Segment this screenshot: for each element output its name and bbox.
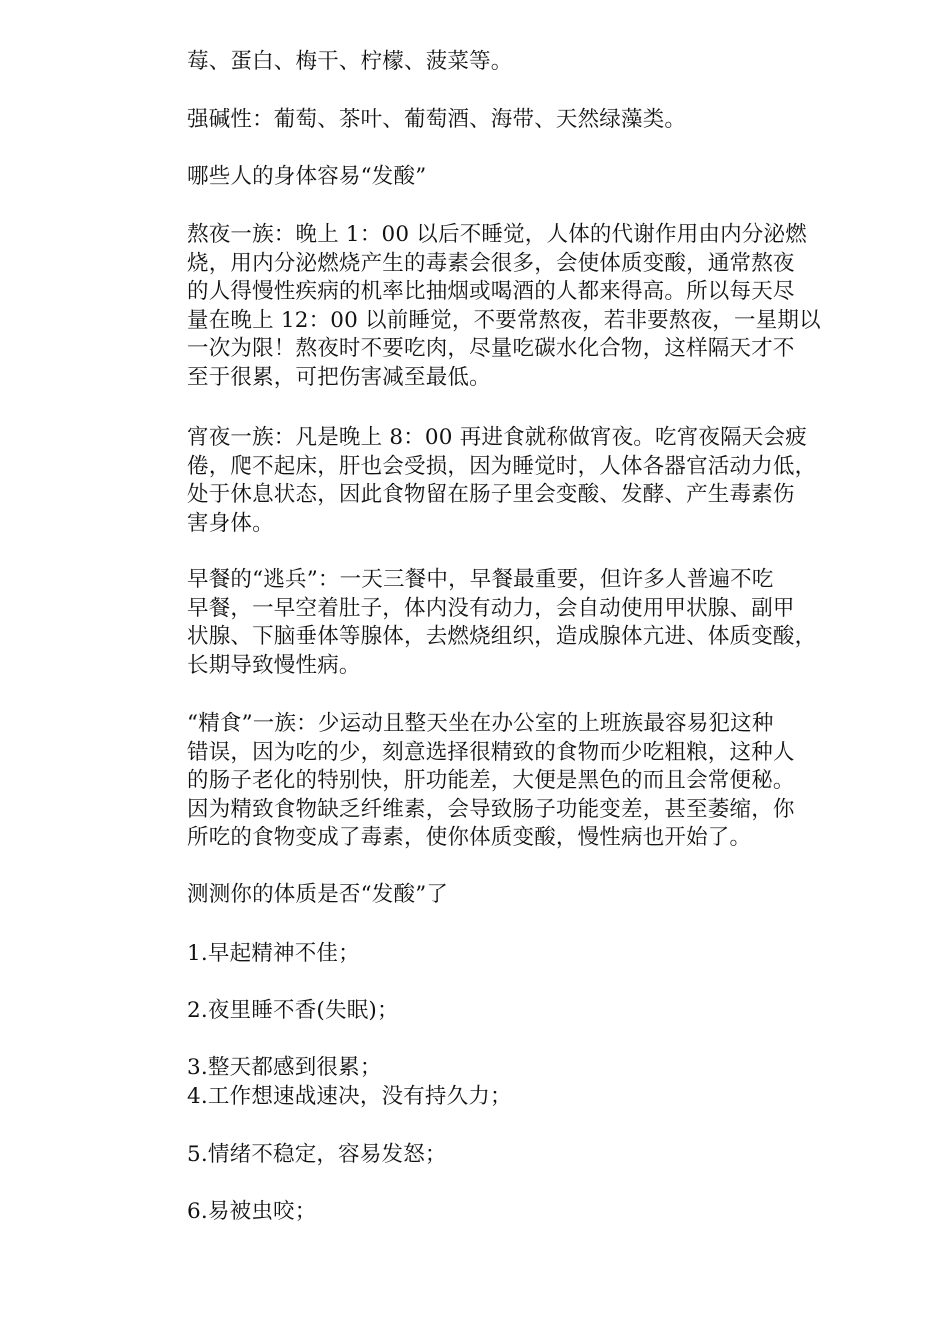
paragraph-refined-food-eaters: “精食”一族：少运动且整天坐在办公室的上班族最容易犯这种 错误，因为吃的少，刻意选择很精致的食物而少吃粗粮，这种人 的肠子老化的特别快，肝功能差，大便是黑色的而且会常便秘。 因为精致食物缺乏纤维素，会导致肠子功能变差，甚至萎缩，你 所吃的食物变成了毒素，使你体质变酸，慢性病也开始了。 xyxy=(187,711,795,850)
paragraph-alkaline-foods-continued: 莓、蛋白、梅干、柠檬、菠菜等。 xyxy=(187,49,513,74)
paragraph-late-night-snackers: 宵夜一族：凡是晚上 8：00 再进食就称做宵夜。吃宵夜隔天会疲 倦，爬不起床，肝也会受损，因为睡觉时，人体各器官活动力低， 处于休息状态，因此食物留在肠子里会变酸、发酵、产生毒素伤 害身体。 xyxy=(187,425,817,536)
list-item-1: 1.早起精神不佳； xyxy=(187,941,360,966)
list-item-6: 6.易被虫咬； xyxy=(187,1199,317,1224)
paragraph-strong-alkaline: 强碱性：葡萄、茶叶、葡萄酒、海带、天然绿藻类。 xyxy=(187,107,687,132)
paragraph-breakfast-skippers: 早餐的“逃兵”：一天三餐中，早餐最重要，但许多人普遍不吃 早餐，一早空着肚子，体内没有动力，会自动使用甲状腺、副甲 状腺、下脑垂体等腺体，去燃烧组织，造成腺体亢进、体质变酸， 长期导致慢性病。 xyxy=(187,567,817,678)
section-heading-who-turns-acidic: 哪些人的身体容易“发酸” xyxy=(187,164,427,189)
paragraph-night-owls: 熬夜一族：晚上 1：00 以后不睡觉，人体的代谢作用由内分泌燃 烧，用内分泌燃烧产生的毒素会很多，会使体质变酸，通常熬夜 的人得慢性疾病的机率比抽烟或喝酒的人都来得高。所以每天尽 量在晚上 12：00 以前睡觉，不要常熬夜，若非要熬夜，一星期以 一次为限！熬夜时不要吃肉，尽量吃碳水化合物，这样隔天才不 至于很累，可把伤害减至最低。 xyxy=(187,222,821,390)
section-heading-acidity-test: 测测你的体质是否“发酸”了 xyxy=(187,882,449,907)
list-item-5: 5.情绪不稳定，容易发怒； xyxy=(187,1142,447,1167)
list-item-2: 2.夜里睡不香(失眠)； xyxy=(187,998,399,1023)
list-item-3-4: 3.整天都感到很累； 4.工作想速战速决，没有持久力； xyxy=(187,1055,512,1109)
